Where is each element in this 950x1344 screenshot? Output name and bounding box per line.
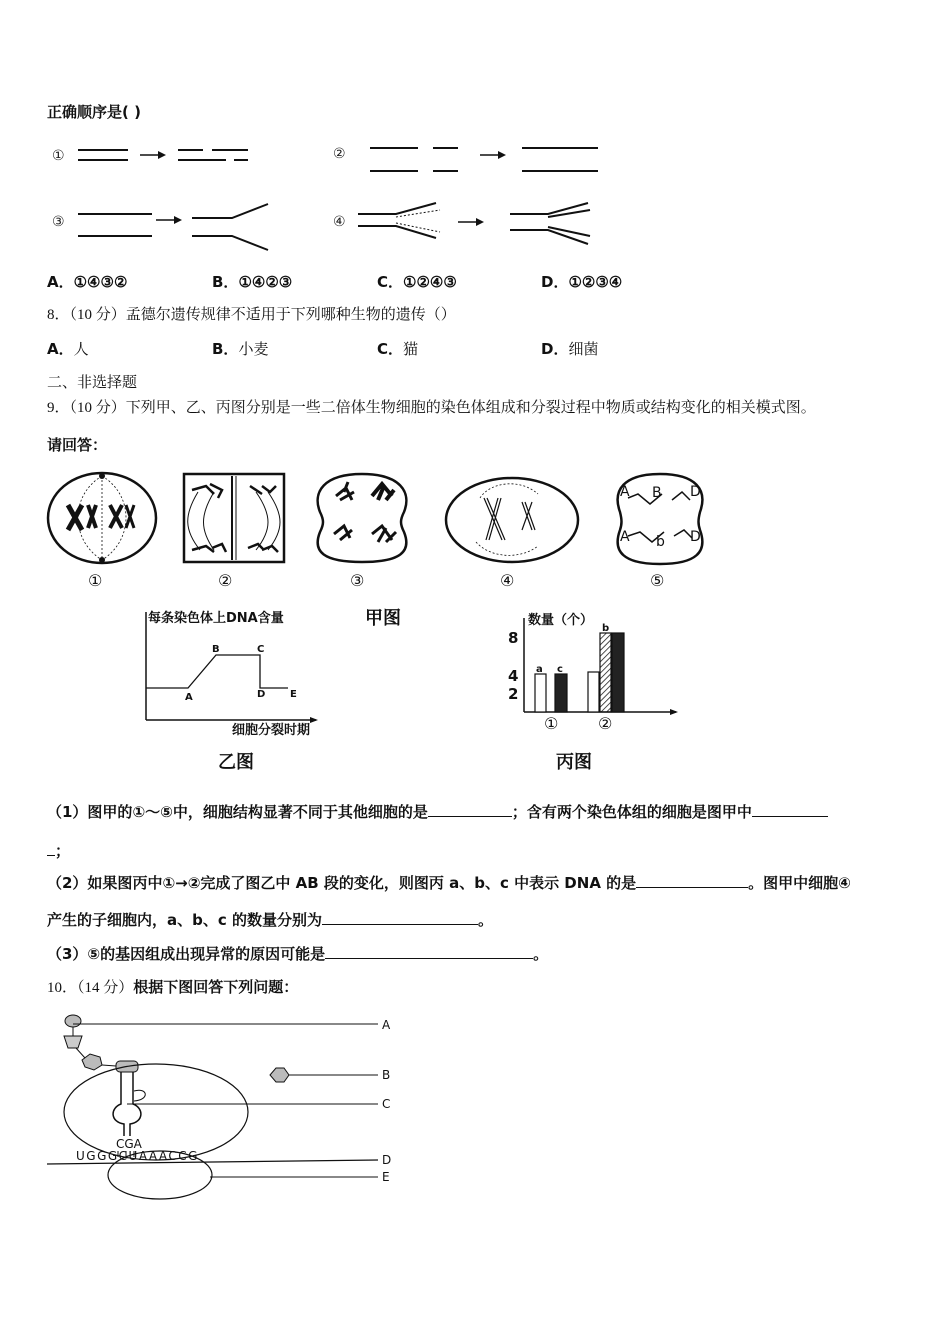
cell-label: ① bbox=[88, 571, 103, 590]
point-label: E bbox=[290, 689, 297, 700]
q9-sub3: （3）⑤的基因组成出现异常的原因可能是 。 bbox=[47, 945, 549, 963]
q10-label: A bbox=[382, 1018, 391, 1032]
cell-label: ④ bbox=[500, 571, 515, 590]
gene-label: D bbox=[690, 484, 701, 500]
bar-label: c bbox=[557, 664, 563, 675]
q10-label: B bbox=[382, 1068, 391, 1082]
point-label: C bbox=[257, 644, 265, 655]
q7-option-a: A．①④③② bbox=[47, 273, 128, 291]
q8-stem: 8．（10 分）孟德尔遗传规律不适用于下列哪种生物的遗传（） bbox=[47, 305, 456, 323]
q7-option-d: D．①②③④ bbox=[541, 273, 623, 291]
q9-sub1: （1）图甲的①～⑤中，细胞结构显著不同于其他细胞的是 ；含有两个染色体组的细胞是图甲中 bbox=[47, 801, 828, 822]
anticodon-text: CGA bbox=[116, 1137, 142, 1151]
point-label: A bbox=[185, 692, 193, 703]
q9-prompt: 请回答： bbox=[47, 436, 108, 454]
bar-label: b bbox=[602, 623, 610, 634]
cell-label: ⑤ bbox=[650, 571, 665, 590]
q10-label: E bbox=[382, 1170, 390, 1184]
q8-option-d: D．细菌 bbox=[541, 340, 599, 358]
q9-sub2: （2）如果图丙中①→②完成了图乙中 AB 段的变化，则图丙 a、b、c 中表示 DNA 的是 。图甲中细胞④ bbox=[47, 874, 851, 892]
q10-label: C bbox=[382, 1097, 391, 1111]
q8-option-b: B．小麦 bbox=[212, 340, 269, 358]
q7-panel-label: ③ bbox=[52, 214, 65, 230]
q7-option-c: C．①②④③ bbox=[377, 273, 457, 291]
q7-panel-label: ④ bbox=[333, 214, 346, 230]
point-label: D bbox=[257, 689, 266, 700]
point-label: B bbox=[212, 644, 220, 655]
bar-label: a bbox=[536, 664, 543, 675]
mrna-text: UGGGCUAAACCG bbox=[76, 1149, 199, 1163]
q9-sub2-cont: 产生的子细胞内，a、b、c 的数量分别为 。 bbox=[47, 911, 493, 929]
cell-label: ② bbox=[218, 571, 233, 590]
group-label: ② bbox=[598, 714, 613, 733]
q7-panel-label: ② bbox=[333, 146, 346, 162]
gene-label: A bbox=[620, 529, 630, 545]
tick-label: 4 bbox=[508, 667, 519, 685]
fig-bing-ylabel: 数量（个） bbox=[528, 613, 594, 628]
q10-label: D bbox=[382, 1153, 392, 1167]
q8-option-a: A．人 bbox=[47, 340, 89, 358]
gene-label: D bbox=[690, 529, 701, 545]
tick-label: 2 bbox=[508, 685, 519, 703]
cell-label: ③ bbox=[350, 571, 365, 590]
gene-label: A bbox=[620, 484, 630, 500]
fig-jia-caption: 甲图 bbox=[365, 608, 401, 629]
gene-label: b bbox=[656, 534, 665, 550]
group-label: ① bbox=[544, 714, 559, 733]
q9-sub1-cont: ； bbox=[47, 840, 70, 861]
gene-label: B bbox=[652, 485, 662, 501]
tick-label: 8 bbox=[508, 629, 519, 647]
fig-yi-ylabel: 每条染色体上DNA含量 bbox=[148, 611, 284, 626]
q9-stem: 9．（10 分）下列甲、乙、丙图分别是一些二倍体生物细胞的染色体组成和分裂过程中物质或结构变化的相关模式图。 bbox=[47, 398, 816, 416]
q7-option-b: B．①④②③ bbox=[212, 273, 293, 291]
fig-bing-caption: 丙图 bbox=[556, 752, 592, 773]
q7-panel-label: ① bbox=[52, 148, 65, 164]
section-title: 二、非选择题 bbox=[47, 373, 138, 391]
q10-stem: 10．（14 分）根据下图回答下列问题： bbox=[47, 978, 299, 996]
q7-stem-tail: 正确顺序是( ) bbox=[47, 103, 141, 121]
fig-yi-xlabel: 细胞分裂时期 bbox=[232, 723, 311, 738]
q8-option-c: C．猫 bbox=[377, 340, 419, 358]
fig-yi-caption: 乙图 bbox=[218, 752, 254, 773]
